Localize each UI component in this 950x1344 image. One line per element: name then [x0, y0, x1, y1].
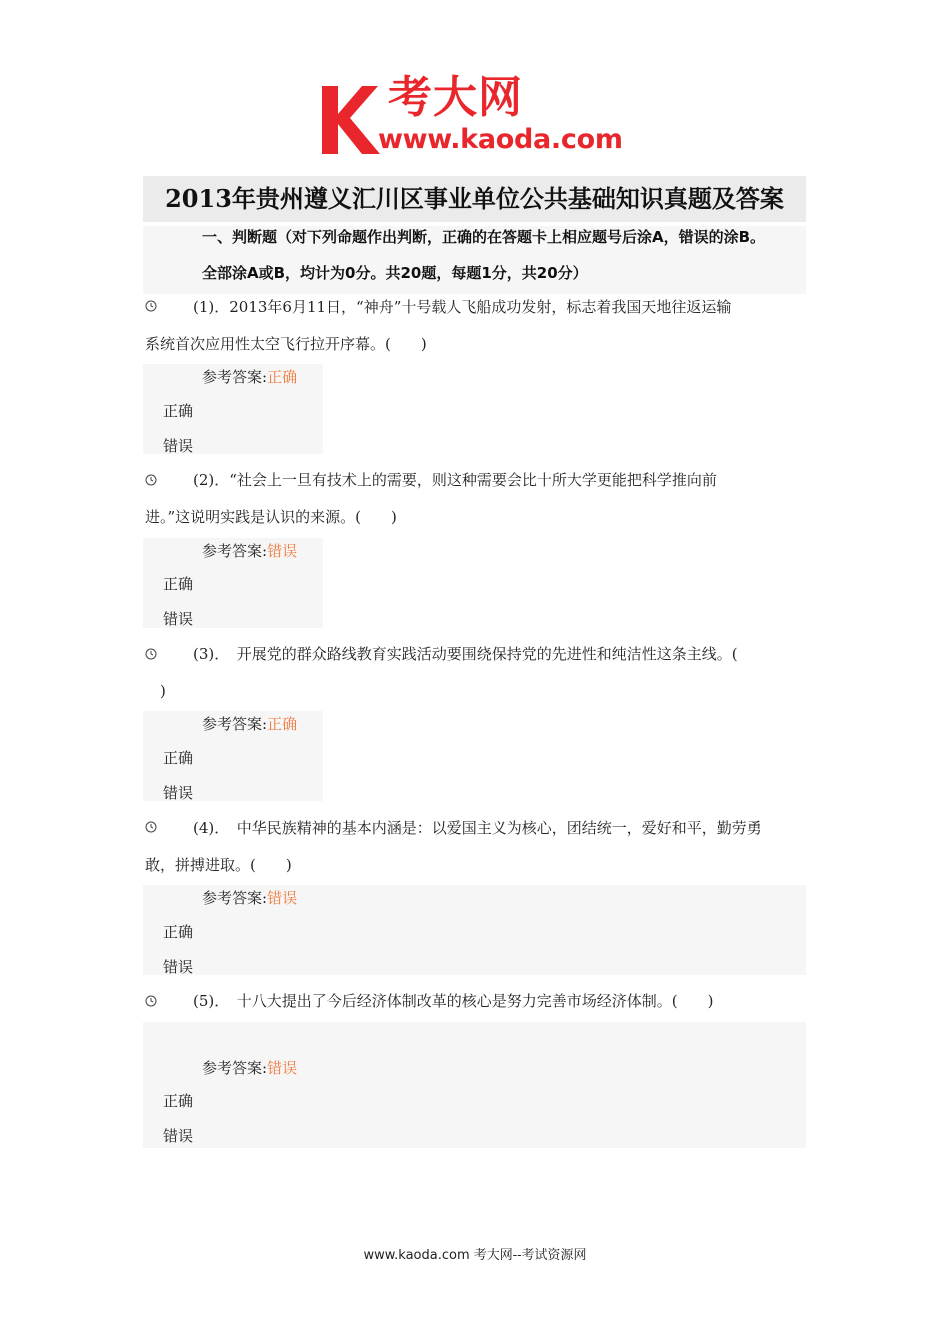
answer-label: 参考答案: [202, 542, 268, 560]
answer-5 [202, 1056, 297, 1080]
kaoda-logo [320, 72, 640, 162]
answer-value: 正确 [267, 715, 298, 733]
answer-label: 参考答案: [202, 368, 268, 386]
answer-label: 参考答案: [202, 889, 268, 907]
question-1-text-line2: 系统首次应用性太空飞行拉开序幕。( ) [145, 335, 427, 353]
answer-value: 错误 [267, 1059, 298, 1077]
answer-2 [202, 539, 297, 563]
footer-url[interactable]: www.kaoda.com [363, 1248, 470, 1263]
option-correct[interactable]: 正确 [163, 575, 194, 593]
clock-icon [145, 474, 157, 486]
clock-icon [145, 821, 157, 833]
logo-url-text: www.kaoda.com [378, 124, 623, 155]
option-wrong[interactable]: 错误 [163, 437, 194, 455]
clock-icon [145, 648, 157, 660]
answer-band-5 [143, 1022, 806, 1148]
section-heading-line2: 全部涂A或B，均计为0分。共20题，每题1分，共20分） [202, 264, 588, 282]
answer-value: 错误 [267, 542, 298, 560]
logo-chinese-text: 考大网 [388, 72, 523, 123]
document-title: 2013年贵州遵义汇川区事业单位公共基础知识真题及答案 [165, 184, 784, 213]
question-4-text-line2: 敢，拼搏进取。( ) [145, 856, 292, 874]
answer-value: 错误 [267, 889, 298, 907]
question-4-text-line1: (4)． 中华民族精神的基本内涵是：以爱国主义为核心，团结统一，爱好和平，勤劳勇 [193, 819, 762, 837]
option-correct[interactable]: 正确 [163, 749, 194, 767]
option-wrong[interactable]: 错误 [163, 610, 194, 628]
clock-icon [145, 300, 157, 312]
question-1-text-line1: (1)．2013年6月11日，“神舟”十号载人飞船成功发射，标志着我国天地往返运输 [193, 298, 732, 316]
answer-value: 正确 [267, 368, 298, 386]
question-2-text-line1: (2)．“社会上一旦有技术上的需要，则这种需要会比十所大学更能把科学推向前 [193, 471, 717, 489]
option-wrong[interactable]: 错误 [163, 784, 194, 802]
answer-label: 参考答案: [202, 1059, 268, 1077]
option-correct[interactable]: 正确 [163, 402, 194, 420]
question-3-text-line1: (3)． 开展党的群众路线教育实践活动要围绕保持党的先进性和纯洁性这条主线。( [193, 645, 738, 663]
option-correct[interactable]: 正确 [163, 1092, 194, 1110]
option-wrong[interactable]: 错误 [163, 1127, 194, 1145]
question-2-text-line2: 进。”这说明实践是认识的来源。( ) [145, 508, 397, 526]
answer-3 [202, 712, 297, 736]
option-correct[interactable]: 正确 [163, 923, 194, 941]
question-3-text-line2: ) [160, 682, 166, 700]
answer-4 [202, 886, 297, 910]
footer-text: 考大网--考试资源网 [469, 1248, 587, 1263]
section-heading-line1: 一、判断题（对下列命题作出判断，正确的在答题卡上相应题号后涂A，错误的涂B。 [202, 228, 766, 246]
page-footer [0, 1246, 950, 1266]
clock-icon [145, 995, 157, 1007]
answer-1 [202, 365, 297, 389]
option-wrong[interactable]: 错误 [163, 958, 194, 976]
answer-label: 参考答案: [202, 715, 268, 733]
question-5-text-line1: (5)． 十八大提出了今后经济体制改革的核心是努力完善市场经济体制。( ) [193, 992, 714, 1010]
logo-k-mark [320, 84, 382, 156]
